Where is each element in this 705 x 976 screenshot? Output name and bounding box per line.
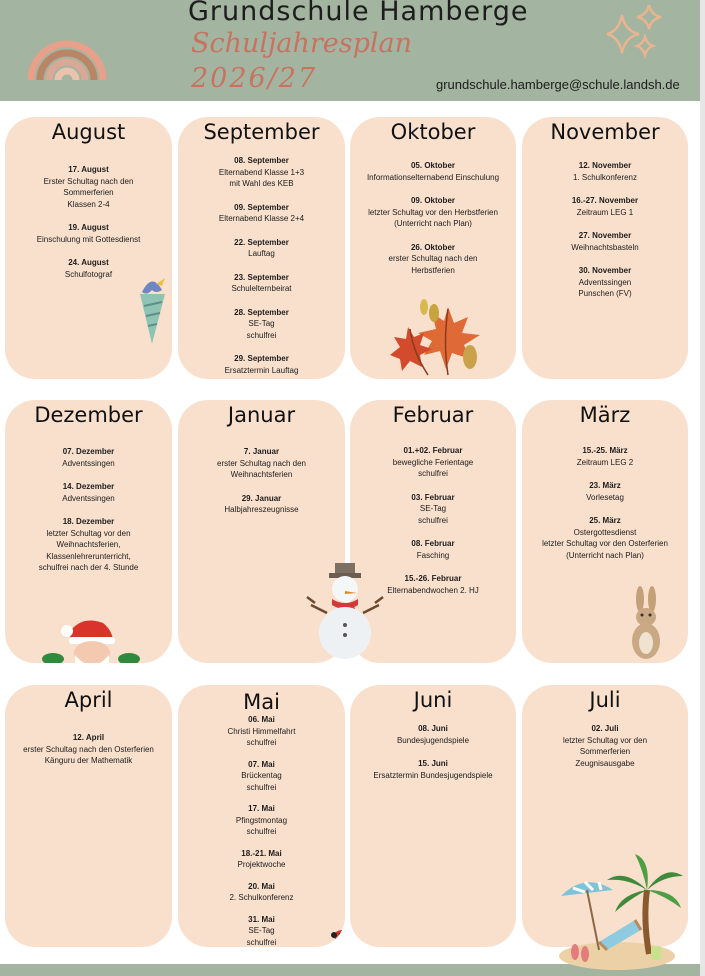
calendar-entry: 08. September Elternabend Klasse 1+3 mit Wahl des KEB [218, 156, 305, 188]
calendar-entry: 18. Dezember letzter Schultag vor den Weihnachtsferien, Klassenlehrerunterricht, schulfrei nach der 4. Stunde [38, 517, 139, 572]
month-title: März [579, 403, 631, 427]
snowman-icon [305, 555, 385, 665]
school-year: 2026/27 [191, 63, 318, 94]
month-title: August [51, 120, 126, 144]
month-title: April [64, 688, 113, 712]
calendar-entry: 05. Oktober Informationselternabend Einschulung [366, 161, 500, 182]
calendar-entry: 14. Dezember Adventssingen [62, 482, 115, 503]
month-title: Juni [413, 688, 453, 712]
rainbow-icon [27, 20, 107, 82]
calendar-entry: 09. September Elternabend Klasse 2+4 [218, 202, 305, 223]
calendar-entry: 01.+02. Februar bewegliche Ferientage schulfrei [392, 446, 474, 478]
sparkle-icon [605, 3, 665, 61]
calendar-entry: 23. März Vorlesetag [586, 481, 624, 502]
month-title: Dezember [34, 403, 143, 427]
calendar-entry: 08. Februar Fasching [411, 539, 455, 560]
calendar-entry: 12. November 1. Schulkonferenz [572, 161, 638, 182]
school-email: grundschule.hamberge@schule.landsh.de [436, 77, 680, 92]
month-card-oktober [350, 117, 516, 379]
calendar-entry: 15. Juni Ersatztermin Bundesjugendspiele [373, 759, 493, 780]
calendar-entry: 29. Januar Halbjahreszeugnisse [224, 493, 299, 514]
calendar-entry: 20. Mai 2. Schulkonferenz [229, 881, 294, 902]
month-title: Mai [243, 690, 280, 714]
month-card-juni [350, 685, 516, 947]
plan-title: Schuljahresplan [191, 28, 413, 59]
month-card-dezember [5, 400, 172, 663]
calendar-entry: 19. August Einschulung mit Gottesdienst [36, 223, 141, 244]
calendar-entry: 26. Oktober erster Schultag nach den Herbstferien [388, 242, 478, 275]
calendar-entry: 02. Juli letzter Schultag vor den Sommerferien Zeugnisausgabe [562, 724, 648, 768]
calendar-entry: 22. September Lauftag [234, 237, 289, 258]
calendar-entry: 7. Januar erster Schultag nach den Weihnachtsferien [217, 447, 306, 479]
calendar-entry: 25. März Ostergottesdienst letzter Schultag vor den Osterferien (Unterricht nach Plan) [542, 516, 668, 560]
month-card-mai [178, 685, 345, 947]
month-title: Oktober [390, 120, 476, 144]
calendar-entry: 08. Juni Bundesjugendspiele [396, 724, 470, 745]
calendar-entry: 12. April erster Schultag nach den Osterferien Känguru der Mathematik [23, 733, 154, 765]
calendar-entry: 16.-27. November Zeitraum LEG 1 [571, 196, 639, 217]
month-title: September [203, 120, 320, 144]
calendar-entry: 07. Dezember Adventssingen [62, 447, 115, 468]
school-cone-icon [132, 272, 172, 347]
school-name: Grundschule Hamberge [188, 0, 529, 27]
calendar-entry: 18.-21. Mai Projektwoche [237, 848, 286, 869]
month-title: Januar [227, 403, 296, 427]
calendar-entry: 27. November Weihnachtsbasteln [571, 231, 639, 252]
calendar-entry: 29. September Ersatztermin Lauftag [224, 354, 299, 375]
ladybug-icon [330, 927, 345, 943]
calendar-entry: 23. September Schulelternbeirat [231, 272, 292, 293]
page-edge [700, 0, 705, 976]
calendar-entry: 30. November Adventssingen Punschen (FV) [578, 266, 632, 298]
month-card-august [5, 117, 172, 379]
month-card-maerz [522, 400, 688, 663]
autumn-leaves-icon [388, 297, 488, 377]
month-card-april [5, 685, 172, 947]
beach-palm-icon [555, 850, 687, 972]
calendar-entry: 15.-25. März Zeitraum LEG 2 [576, 446, 634, 467]
bunny-icon [624, 585, 668, 663]
calendar-entry: 07. Mai Brückentag schulfrei [241, 759, 282, 792]
month-card-september [178, 117, 345, 379]
calendar-entry: 03. Februar SE-Tag schulfrei [411, 492, 455, 525]
calendar-entry: 15.-26. Februar Elternabendwochen 2. HJ [387, 574, 479, 595]
calendar-entry: 17. Mai Pfingstmontag schulfrei [235, 804, 288, 836]
calendar-entry: 06. Mai Christi Himmelfahrt schulfrei [227, 715, 296, 747]
month-title: Februar [392, 403, 474, 427]
month-title: Juli [589, 688, 621, 712]
month-title: November [550, 120, 660, 144]
santa-icon [41, 615, 141, 663]
calendar-entry: 09. Oktober letzter Schultag vor den Herbstferien (Unterricht nach Plan) [368, 196, 498, 228]
calendar-entry: 24. August Schulfotograf [64, 258, 113, 279]
calendar-entry: 31. Mai SE-Tag schulfrei [246, 914, 277, 947]
month-card-november [522, 117, 688, 379]
calendar-entry: 28. September SE-Tag schulfrei [234, 307, 289, 340]
calendar-entry: 17. August Erster Schultag nach den Sommerferien Klassen 2-4 [43, 165, 134, 209]
